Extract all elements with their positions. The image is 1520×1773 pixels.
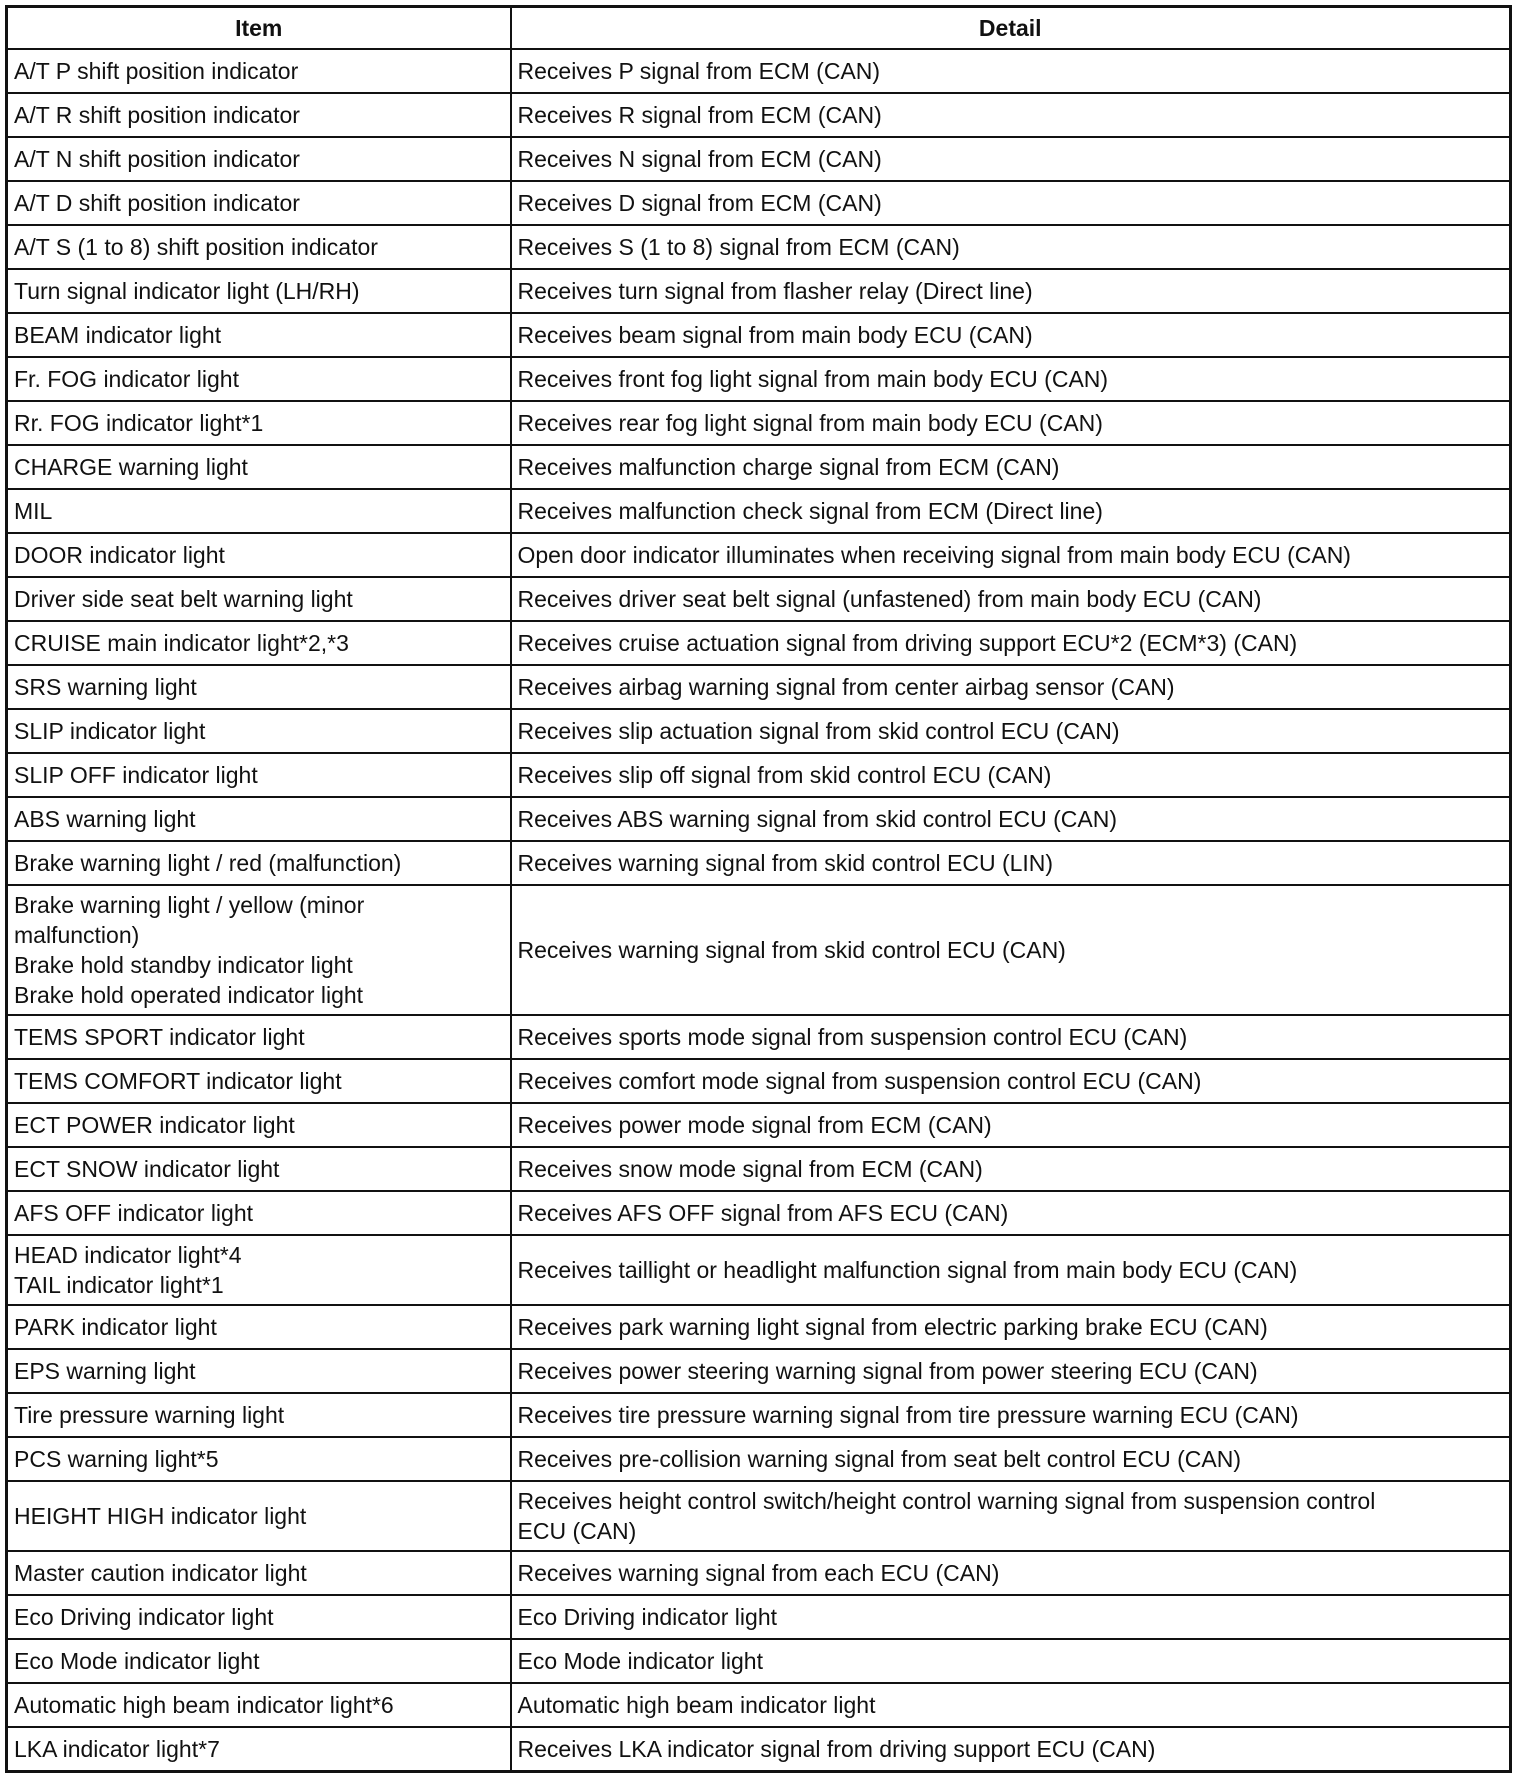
table-row [7,1059,1511,1103]
item-cell: ECT POWER indicator light [7,1103,511,1147]
detail-cell: Receives R signal from ECM (CAN) [511,93,1511,137]
table-row [7,1103,1511,1147]
table-row [7,1551,1511,1595]
table-row [7,885,1511,1015]
table-row [7,1015,1511,1059]
detail-cell: Receives power steering warning signal from power steering ECU (CAN) [511,1349,1511,1393]
item-cell: BEAM indicator light [7,313,511,357]
detail-cell: Receives warning signal from skid control ECU (LIN) [511,841,1511,885]
item-cell: Fr. FOG indicator light [7,357,511,401]
item-cell: ECT SNOW indicator light [7,1147,511,1191]
item-cell: Brake warning light / yellow (minor malfunction) Brake hold standby indicator light Brake hold operated indicator light [7,885,511,1015]
detail-cell: Receives snow mode signal from ECM (CAN) [511,1147,1511,1191]
item-cell: A/T R shift position indicator [7,93,511,137]
table-row [7,1639,1511,1683]
item-cell: HEIGHT HIGH indicator light [7,1481,511,1551]
item-cell: LKA indicator light*7 [7,1727,511,1772]
table-row [7,709,1511,753]
detail-cell: Receives driver seat belt signal (unfastened) from main body ECU (CAN) [511,577,1511,621]
table-row [7,225,1511,269]
detail-cell: Receives warning signal from each ECU (CAN) [511,1551,1511,1595]
detail-cell: Receives LKA indicator signal from driving support ECU (CAN) [511,1727,1511,1772]
item-cell: Driver side seat belt warning light [7,577,511,621]
indicator-spec-table [5,5,1512,1773]
table-row [7,1191,1511,1235]
item-cell: DOOR indicator light [7,533,511,577]
table-body [7,49,1511,1772]
item-cell: Rr. FOG indicator light*1 [7,401,511,445]
detail-cell: Receives malfunction charge signal from ECM (CAN) [511,445,1511,489]
table-row [7,357,1511,401]
item-cell: Tire pressure warning light [7,1393,511,1437]
item-cell: Master caution indicator light [7,1551,511,1595]
table-row [7,1595,1511,1639]
table-row [7,313,1511,357]
table-header [7,7,1511,50]
detail-cell: Receives height control switch/height control warning signal from suspension control ECU (CAN) [511,1481,1511,1551]
detail-cell: Receives D signal from ECM (CAN) [511,181,1511,225]
table-row [7,401,1511,445]
item-cell: ABS warning light [7,797,511,841]
detail-cell: Receives AFS OFF signal from AFS ECU (CAN) [511,1191,1511,1235]
item-cell: A/T D shift position indicator [7,181,511,225]
item-cell: SLIP OFF indicator light [7,753,511,797]
item-cell: EPS warning light [7,1349,511,1393]
detail-cell: Receives comfort mode signal from suspension control ECU (CAN) [511,1059,1511,1103]
item-cell: CRUISE main indicator light*2,*3 [7,621,511,665]
item-cell: Turn signal indicator light (LH/RH) [7,269,511,313]
detail-cell: Receives cruise actuation signal from driving support ECU*2 (ECM*3) (CAN) [511,621,1511,665]
detail-cell: Receives sports mode signal from suspension control ECU (CAN) [511,1015,1511,1059]
item-cell: SLIP indicator light [7,709,511,753]
table-row [7,621,1511,665]
column-header-detail: Detail [511,7,1511,50]
detail-cell: Receives slip actuation signal from skid control ECU (CAN) [511,709,1511,753]
table-row [7,181,1511,225]
item-cell: TEMS SPORT indicator light [7,1015,511,1059]
table-row [7,137,1511,181]
header-row [7,7,1511,50]
detail-cell: Receives turn signal from flasher relay (Direct line) [511,269,1511,313]
item-cell: MIL [7,489,511,533]
table-row [7,93,1511,137]
detail-cell: Automatic high beam indicator light [511,1683,1511,1727]
table-row [7,841,1511,885]
item-cell: PCS warning light*5 [7,1437,511,1481]
detail-cell: Receives S (1 to 8) signal from ECM (CAN) [511,225,1511,269]
item-cell: Eco Mode indicator light [7,1639,511,1683]
table-row [7,489,1511,533]
table-row [7,577,1511,621]
item-cell: CHARGE warning light [7,445,511,489]
table-row [7,49,1511,93]
detail-cell: Receives power mode signal from ECM (CAN) [511,1103,1511,1147]
table-row [7,1727,1511,1772]
table-row [7,269,1511,313]
detail-cell: Receives tire pressure warning signal from tire pressure warning ECU (CAN) [511,1393,1511,1437]
detail-cell: Receives ABS warning signal from skid control ECU (CAN) [511,797,1511,841]
item-cell: PARK indicator light [7,1305,511,1349]
table-row [7,1305,1511,1349]
table-row [7,1147,1511,1191]
table-row [7,445,1511,489]
table-row [7,533,1511,577]
table-row [7,1393,1511,1437]
item-cell: A/T P shift position indicator [7,49,511,93]
item-cell: TEMS COMFORT indicator light [7,1059,511,1103]
detail-cell: Receives taillight or headlight malfunction signal from main body ECU (CAN) [511,1235,1511,1305]
item-cell: A/T N shift position indicator [7,137,511,181]
detail-cell: Receives beam signal from main body ECU (CAN) [511,313,1511,357]
item-cell: AFS OFF indicator light [7,1191,511,1235]
detail-cell: Receives airbag warning signal from center airbag sensor (CAN) [511,665,1511,709]
detail-cell: Eco Driving indicator light [511,1595,1511,1639]
table-row [7,1683,1511,1727]
detail-cell: Receives malfunction check signal from ECM (Direct line) [511,489,1511,533]
table-row [7,1437,1511,1481]
item-cell: Eco Driving indicator light [7,1595,511,1639]
table-row [7,665,1511,709]
table-row [7,1481,1511,1551]
item-cell: HEAD indicator light*4 TAIL indicator light*1 [7,1235,511,1305]
detail-cell: Receives P signal from ECM (CAN) [511,49,1511,93]
detail-cell: Receives slip off signal from skid control ECU (CAN) [511,753,1511,797]
detail-cell: Receives rear fog light signal from main body ECU (CAN) [511,401,1511,445]
table-row [7,797,1511,841]
detail-cell: Receives warning signal from skid control ECU (CAN) [511,885,1511,1015]
item-cell: Brake warning light / red (malfunction) [7,841,511,885]
column-header-item: Item [7,7,511,50]
item-cell: A/T S (1 to 8) shift position indicator [7,225,511,269]
detail-cell: Open door indicator illuminates when receiving signal from main body ECU (CAN) [511,533,1511,577]
item-cell: Automatic high beam indicator light*6 [7,1683,511,1727]
table-row [7,753,1511,797]
detail-cell: Receives N signal from ECM (CAN) [511,137,1511,181]
table-row [7,1235,1511,1305]
item-cell: SRS warning light [7,665,511,709]
table-row [7,1349,1511,1393]
detail-cell: Receives pre-collision warning signal from seat belt control ECU (CAN) [511,1437,1511,1481]
detail-cell: Receives park warning light signal from electric parking brake ECU (CAN) [511,1305,1511,1349]
detail-cell: Receives front fog light signal from main body ECU (CAN) [511,357,1511,401]
detail-cell: Eco Mode indicator light [511,1639,1511,1683]
